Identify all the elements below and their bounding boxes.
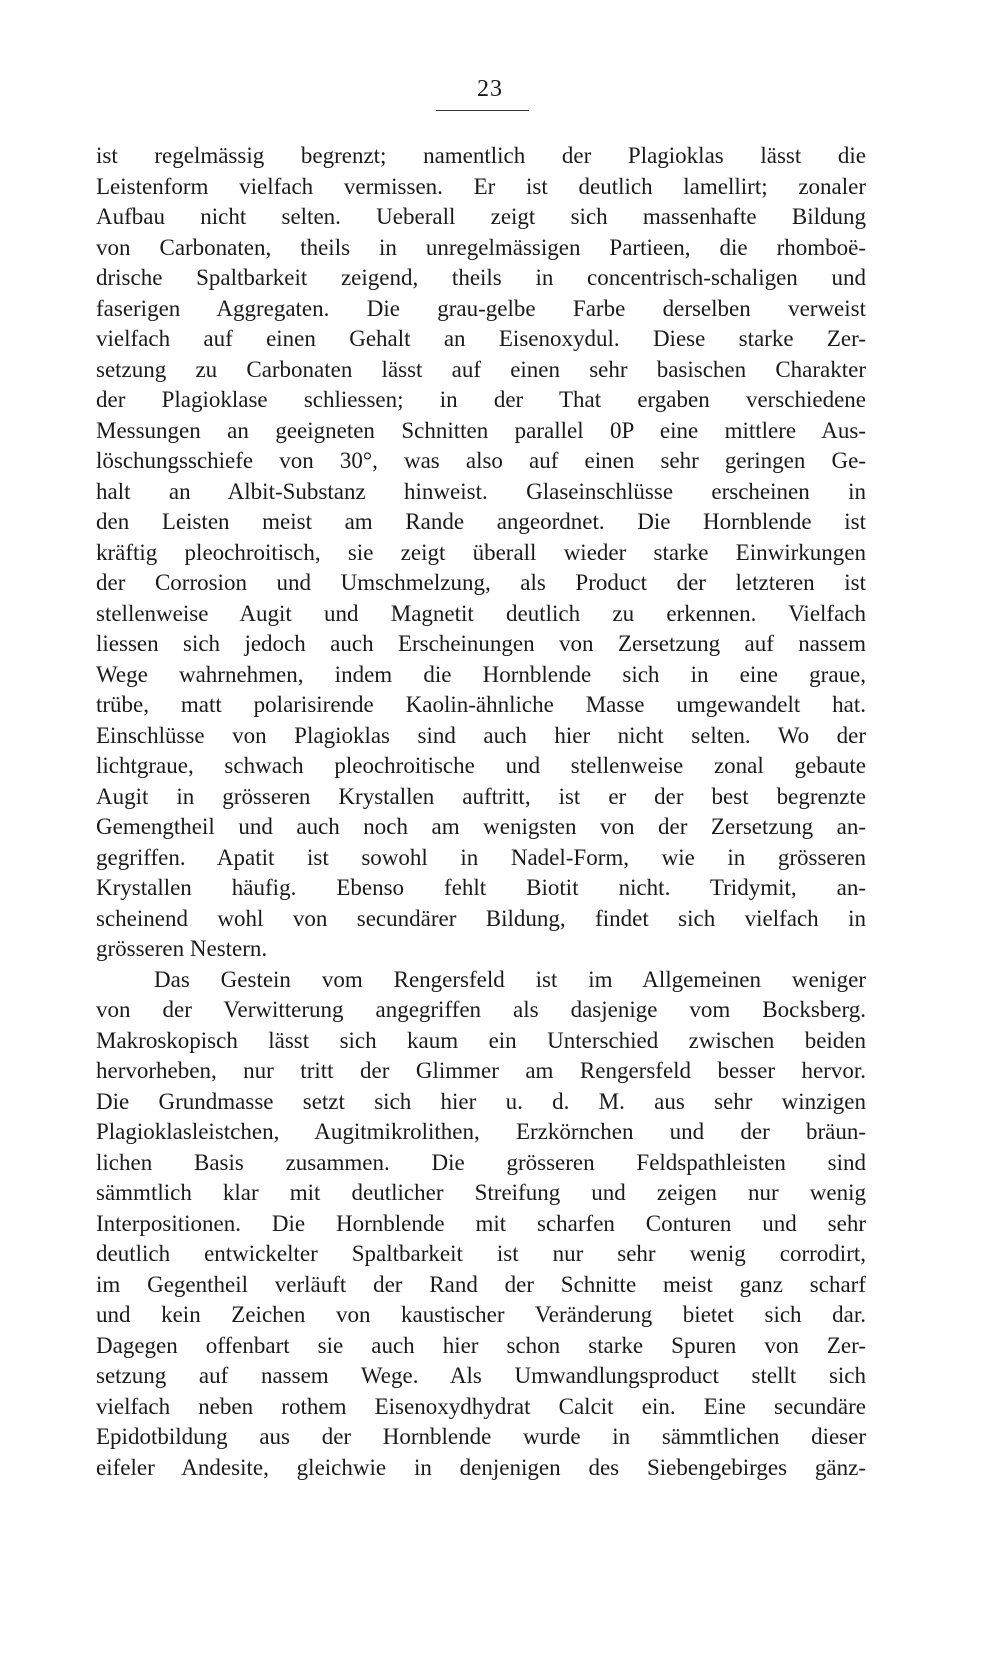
text-line: halt an Albit-Substanz hinweist. Glaseinschlüsse erscheinen in [96, 478, 866, 504]
text-line: ist regelmässig begrenzt; namentlich der Plagioklas lässt die [96, 143, 866, 168]
text-line: Plagioklasleistchen, Augitmikrolithen, Erzkörnchen und der bräun- [96, 1119, 866, 1144]
text-line: der Plagioklase schliessen; in der That ergaben verschiedene [96, 387, 866, 412]
text-line: Leistenform vielfach vermissen. Er ist deutlich lamellirt; zonaler [96, 173, 866, 199]
text-line: Epidotbildung aus der Hornblende wurde in sämmtlichen dieser [96, 1424, 866, 1449]
text-line: lichtgraue, schwach pleochroitische und stellenweise zonal gebaute [96, 753, 866, 778]
text-line: Augit in grösseren Krystallen auftritt, ist er der best begrenzte [96, 783, 866, 809]
text-line: stellenweise Augit und Magnetit deutlich zu erkennen. Vielfach [96, 600, 866, 626]
text-line: Wege wahrnehmen, indem die Hornblende sich in eine graue, [96, 661, 866, 687]
text-line: und kein Zeichen von kaustischer Veränderung bietet sich dar. [96, 1302, 866, 1327]
body-text [96, 141, 866, 1483]
page-number: 23 [477, 76, 503, 102]
text-line: Interpositionen. Die Hornblende mit scharfen Conturen und sehr [96, 1210, 866, 1236]
text-line: von der Verwitterung angegriffen als dasjenige vom Bocksberg. [96, 997, 866, 1022]
text-line: eifeler Andesite, gleichwie in denjenigen des Siebengebirges gänz- [96, 1454, 866, 1480]
text-line: liessen sich jedoch auch Erscheinungen von Zersetzung auf nassem [96, 631, 866, 656]
text-line: setzung zu Carbonaten lässt auf einen sehr basischen Charakter [96, 356, 866, 382]
text-line: setzung auf nassem Wege. Als Umwandlungsproduct stellt sich [96, 1363, 866, 1388]
text-line: Einschlüsse von Plagioklas sind auch hier nicht selten. Wo der [96, 722, 866, 748]
text-line: scheinend wohl von secundärer Bildung, findet sich vielfach in [96, 905, 866, 931]
text-line: kräftig pleochroitisch, sie zeigt überall wieder starke Einwirkungen [96, 539, 866, 565]
paragraph [96, 965, 866, 1484]
text-line: Krystallen häufig. Ebenso fehlt Biotit nicht. Tridymit, an- [96, 875, 866, 900]
text-line: den Leisten meist am Rande angeordnet. Die Hornblende ist [96, 509, 866, 534]
text-line: gegriffen. Apatit ist sowohl in Nadel-Form, wie in grösseren [96, 844, 866, 870]
text-line: sämmtlich klar mit deutlicher Streifung und zeigen nur wenig [96, 1180, 866, 1205]
text-line: Makroskopisch lässt sich kaum ein Unterschied zwischen beiden [96, 1027, 866, 1053]
text-line: Aufbau nicht selten. Ueberall zeigt sich massenhafte Bildung [96, 204, 866, 229]
text-line: grösseren Nestern. [96, 936, 268, 961]
text-line: der Corrosion und Umschmelzung, als Product der letzteren ist [96, 570, 866, 595]
text-line: deutlich entwickelter Spaltbarkeit ist nur sehr wenig corrodirt, [96, 1241, 866, 1266]
text-line: löschungsschiefe von 30°, was also auf einen sehr geringen Ge- [96, 448, 866, 473]
paragraph [96, 141, 866, 965]
text-line: vielfach auf einen Gehalt an Eisenoxydul. Diese starke Zer- [96, 326, 866, 351]
text-line: lichen Basis zusammen. Die grösseren Feldspathleisten sind [96, 1149, 866, 1175]
text-line: faserigen Aggregaten. Die grau-gelbe Farbe derselben verweist [96, 295, 866, 321]
text-line: Die Grundmasse setzt sich hier u. d. M. aus sehr winzigen [96, 1088, 866, 1114]
text-line: Messungen an geeigneten Schnitten parallel 0P eine mittlere Aus- [96, 417, 866, 443]
text-line: von Carbonaten, theils in unregelmässigen Partieen, die rhomboë- [96, 234, 866, 260]
text-line: im Gegentheil verläuft der Rand der Schnitte meist ganz scharf [96, 1271, 866, 1297]
text-line: Dagegen offenbart sie auch hier schon starke Spuren von Zer- [96, 1332, 866, 1358]
text-line: drische Spaltbarkeit zeigend, theils in concentrisch-schaligen und [96, 265, 866, 290]
text-line: vielfach neben rothem Eisenoxydhydrat Calcit ein. Eine secundäre [96, 1393, 866, 1419]
text-line: Gemengtheil und auch noch am wenigsten von der Zersetzung an- [96, 814, 866, 839]
header-rule [436, 110, 529, 111]
text-line: trübe, matt polarisirende Kaolin-ähnliche Masse umgewandelt hat. [96, 692, 866, 717]
text-line: hervorheben, nur tritt der Glimmer am Rengersfeld besser hervor. [96, 1058, 866, 1083]
text-line: Das Gestein vom Rengersfeld ist im Allgemeinen weniger [154, 966, 866, 992]
